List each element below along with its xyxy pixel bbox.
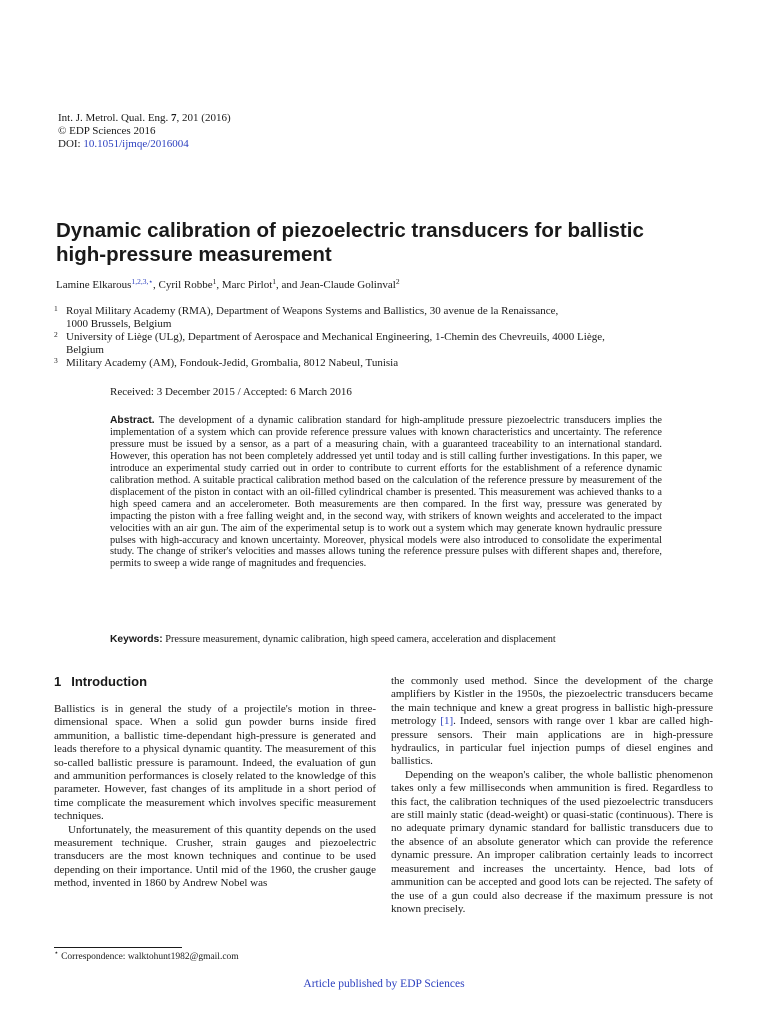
journal-citation: Int. J. Metrol. Qual. Eng. 7, 201 (2016) bbox=[58, 112, 231, 124]
paragraph: Depending on the weapon's caliber, the whole ballistic phenomenon takes only a few milliseconds when ammunition is fired. Regardless to this fact, the calibration techniques of the used piezoelectric transducers are still mainly static (dead-weight) or quasi-static (continuous). There is no adequate primary dynamic standard for ballistic transducers due to the absence of an absolute generator which can provide the reference dynamic pressure. An improper calibration certainly leads to incorrect measurement and increases the uncertainty. Hence, bad lots of ammunition can be accepted and good lots can be rejected. The safety of the use of a gun could also decrease if the maximum pressure is not known precisely. bbox=[391, 768, 713, 915]
section-title: Introduction bbox=[71, 674, 148, 689]
title-line-1: Dynamic calibration of piezoelectric transducers for ballistic bbox=[56, 219, 644, 242]
paper-title bbox=[56, 219, 716, 267]
abstract-label: Abstract. bbox=[110, 415, 155, 426]
journal-header bbox=[58, 112, 231, 152]
affiliation-1: 1 Royal Military Academy (RMA), Department of Weapons Systems and Ballistics, 30 avenue de la Renaissance, 1000 Brussels, Belgium bbox=[54, 304, 559, 330]
affiliation-2: 2 University of Liège (ULg), Department of Aerospace and Mechanical Engineering, 1-Chemin des Chevreuils, 4000 Liège, Belgium bbox=[54, 330, 605, 356]
section-number: 1 bbox=[54, 674, 62, 689]
keywords-text: Pressure measurement, dynamic calibration, high speed camera, acceleration and displacement bbox=[165, 634, 556, 645]
footnote-mark: ⋆ bbox=[54, 948, 59, 957]
abstract-text: The development of a dynamic calibration standard for high-amplitude pressure piezoelectric transducers implies the implementation of a system which can provide reference pressure values with known characteristics and uncertainty. The reference pressure must be issued by a sensor, as a part of a measuring chain, with a guaranteed traceability to an international standard. However, this operation has not been completely addressed yet until today and is still calling further investigations. In this paper, we introduce an experimental study carried out in order to contribute to current efforts for the establishment of a reference dynamic calibration method. A suitable practical calibration method based on the calculation of the reference pressure by measurement of the displacement of the piston in contact with an oil-filled cylindrical chamber is presented. This measurement was achieved thanks to a high speed camera and an accelerometer. Both measurements are then compared. In the first way, pressure was generated by impacting the piston with a free falling weight and, in the second way, with strikers of known weights and accelerated to the impact velocities with an air gun. The aim of the experimental setup is to work out a system which may generate known hydraulic pressure pulses with high-accuracy and known uncertainty. Moreover, physical models were also introduced to consolidate the experimental study. The change of striker's velocities and masses allows tuning the reference pressure pulses with different shapes and, therefore, permits to sweep a wide range of magnitudes and frequencies. bbox=[110, 415, 662, 570]
citation-link[interactable]: [1] bbox=[440, 715, 454, 728]
body-column-right bbox=[391, 675, 713, 916]
author-affiliation-ref[interactable]: 1,2,3,⋆ bbox=[131, 277, 154, 286]
author-name: Marc Pirlot bbox=[221, 279, 273, 291]
footnote-divider bbox=[54, 947, 182, 948]
received-accepted-dates: Received: 3 December 2015 / Accepted: 6 March 2016 bbox=[110, 386, 352, 398]
author-affiliation-ref: 2 bbox=[395, 277, 400, 286]
paragraph: Unfortunately, the measurement of this quantity depends on the used measurement technique. Crusher, strain gauges and piezoelectric transducers are the most known techniques and continue to be used depending on their importance. Until mid of the 1960, the crusher gauge method, invented in 1860 by Andrew Nobel was bbox=[54, 823, 376, 890]
author-affiliation-ref: 1 bbox=[272, 277, 277, 286]
publisher-link[interactable]: Article published by EDP Sciences bbox=[303, 978, 465, 990]
keywords-label: Keywords: bbox=[110, 634, 163, 645]
title-line-2: high-pressure measurement bbox=[56, 243, 332, 266]
journal-copyright: © EDP Sciences 2016 bbox=[58, 125, 156, 138]
author-list: Lamine Elkarous$^{1,2,3,⋆}$, Cyril Robbe$^1$, Marc Pirlot$^1$, and Jean-Claude Golinval$^2$ bbox=[56, 277, 400, 291]
journal-volume: 7 bbox=[171, 112, 177, 124]
paragraph: the commonly used method. Since the development of the charge amplifiers by Kistler in the 1950s, the piezoelectric transducers became the main technique and knew a great progress in ballistic high-pressure metrology [1]. Indeed, sensors with range over 1 kbar are called high-pressure sensors. Their main applications are in high-pressure hydraulics, in particular fuel injection pumps of diesel engines and ballistics. bbox=[391, 675, 714, 768]
paragraph: Ballistics is in general the study of a projectile's motion in three-dimensional space. When a solid gun powder burns inside fired ammunition, a ballistic time-dependant high-pressure is generated and leads therefore to a physical dynamic quantity. The measurement of this so-called ballistic pressure is paramount. Indeed, the evaluation of gun and ammunition performances is closely related to the knowledge of this parameter. However, fast changes of its amplitude in a short period of time complicate the measurement which involves specific measurement techniques. bbox=[54, 703, 376, 823]
footnote bbox=[54, 948, 239, 962]
affiliation-3: 3 Military Academy (AM), Fondouk-Jedid, Grombalia, 8012 Nabeul, Tunisia bbox=[54, 356, 399, 369]
section-heading bbox=[54, 674, 147, 689]
author-name: Cyril Robbe bbox=[158, 279, 213, 291]
author-name: Lamine Elkarous bbox=[56, 279, 132, 291]
doi-link[interactable]: 10.1051/ijmqe/2016004 bbox=[83, 138, 189, 151]
body-column-left bbox=[54, 703, 376, 891]
journal-doi: DOI: 10.1051/ijmqe/2016004 bbox=[58, 138, 189, 151]
footnote-text: Correspondence: walktohunt1982@gmail.com bbox=[58, 952, 239, 962]
author-name: Jean-Claude Golinval bbox=[300, 279, 396, 291]
author-affiliation-ref: 1 bbox=[212, 277, 217, 286]
abstract bbox=[110, 415, 662, 570]
keywords bbox=[110, 634, 556, 645]
